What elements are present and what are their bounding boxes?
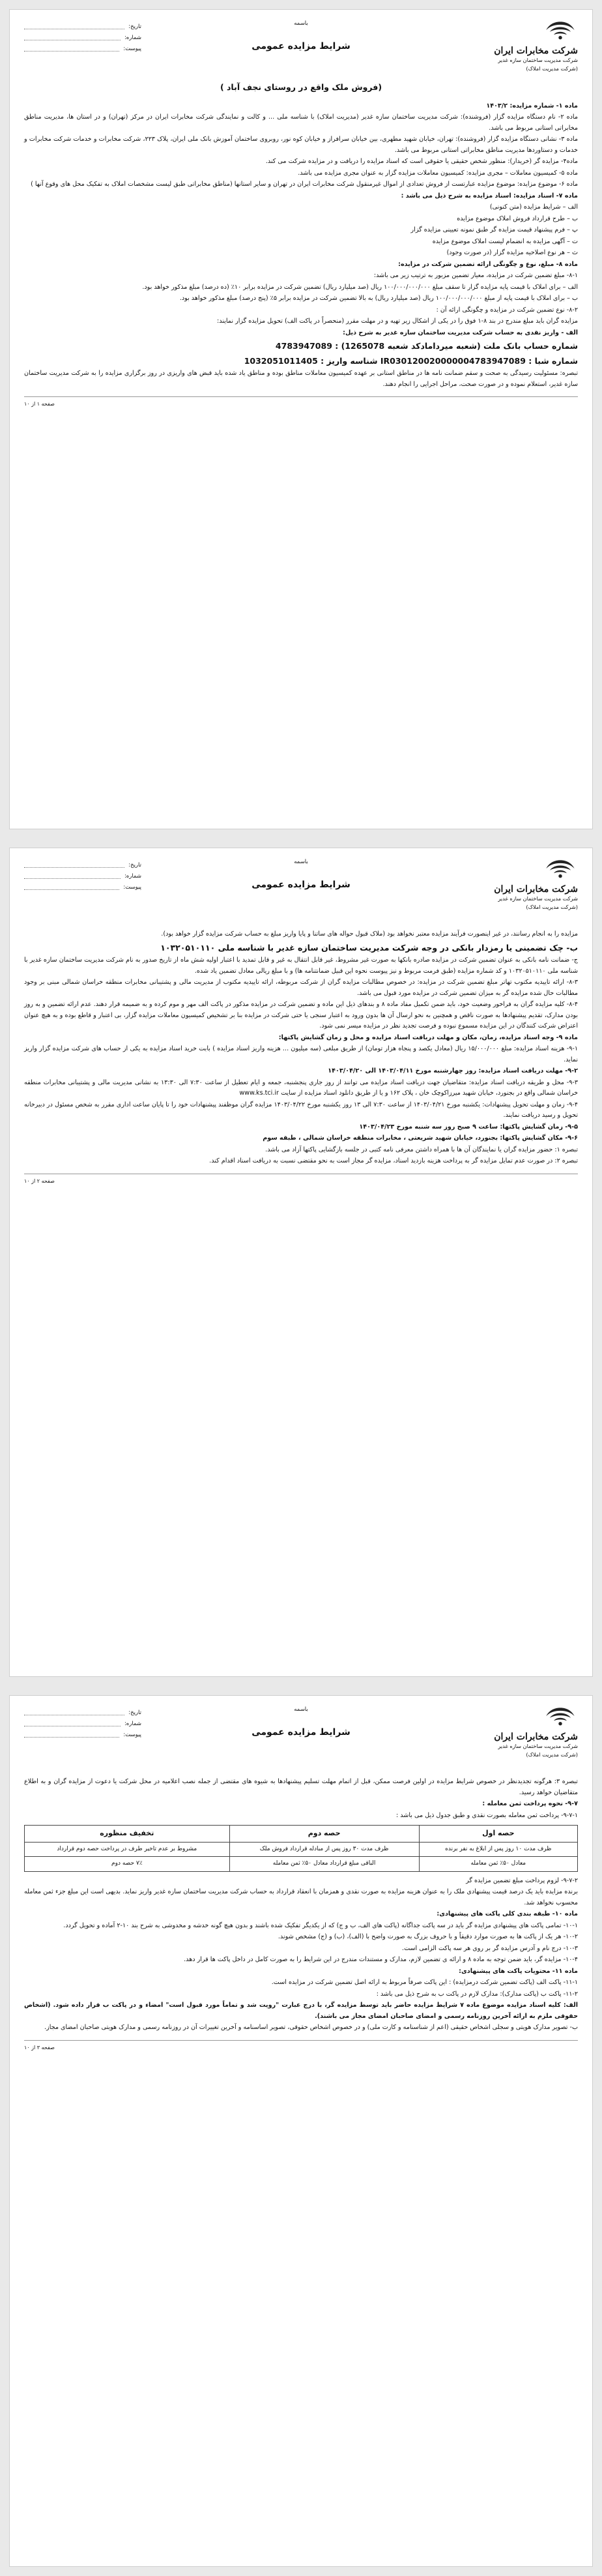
clause: ج- ضمانت نامه بانکی به عنوان تضمین شرکت در مزایده صادره بانکها به صورت غیر مشروط، غیر قابل انتقال به غیر و قابل تمدید با اعتبار اولیه شش ماه از تاریخ صدور به نام شرکت مدیریت ساختمان سازه غدیر با شناسه ملی ۱۰۳۲۰۵۱۰۱۱۰ و کد شماره مزایده (طبق فرمت مربوط و نیز پیوست نحوه این قبیل ضمانتنامه ها) و با مبلغ ریالی معادل تضمین یاد شده. <box>24 956 578 975</box>
clause-item: ب- تصویر مدارک هویتی و سجلی اشخاص حقیقی (اعم از شناسنامه و کارت ملی) و در خصوص اشخاص حقوقی، تصویر اساسنامه و آخرین تغییرات آن در روزنامه رسمی و مدارک هویتی صاحبان امضای مجاز. <box>44 2024 578 2032</box>
clause-item: ۹-۴- زمان و مهلت تحویل پیشنهادات: یکشنبه مورخ ۱۴۰۳/۰۴/۲۱ از ساعت ۷:۳۰ الی ۱۳ روز یکشنبه مورخ ۱۴۰۳/۰۴/۲۲ مزایده گران موظفند پیشنهادات خود را تا پایان ساعت اداری مقرر به شخص مسئول در دبیرخانه تحویل و رسید دریافت نمایند. <box>24 1101 578 1119</box>
document-page-3 <box>9 1695 593 2567</box>
document-page-1 <box>9 9 593 829</box>
clause-item: الف – برای املاک با قیمت پایه مزایده گزار تا سقف مبلغ ۱۰۰/۰۰۰/۰۰۰/۰۰۰ ریال (صد میلیارد ریال) تضمین شرکت در مزایده برابر ۱۰٪ (ده درصد) مبلغ مذکور خواهد بود. <box>142 283 578 291</box>
page-footer: صفحه ۱ از ۱۰ <box>24 401 55 407</box>
clause: ماده ۲- نام دستگاه مزایده گزار (فروشنده): شرکت مدیریت ساختمان سازه غدیر (مدیریت املاک) با شناسه ملی ... و کالت و نمایندگی شرکت مخابرات ایران در مرکز (تهران) و در استان ها، مدیریت مناطق مخابراتی استانی مربوط می باشد. <box>24 113 578 132</box>
table-header-cell: تخفیف منظوره <box>25 1826 230 1843</box>
table-header-row <box>25 1826 578 1843</box>
clause-item: ۸-۲- نوع تضمین شرکت در مزایده و چگونگی ارائه آن : <box>436 306 578 314</box>
letter-meta <box>24 22 141 55</box>
page-header <box>24 857 578 917</box>
clause: ۸-۳- ارائه تاییدیه مکتوب تهاتر مبلغ تضمین شرکت در مزایده: در خصوص مطالبات مزایده گران از شرکت مربوطه، ارائه تاییدیه مکتوب از مدیریت مالی و پشتیبانی مخابرات منطقه خراسان شمالی مبنی بر وجود مطالبات حال شده مزایده گر به میزان تضمین شرکت در مزایده مورد قبول می باشد. <box>24 979 578 997</box>
table-cell: ۷٪ حصه دوم <box>25 1857 230 1871</box>
bismillah: باسمه <box>294 859 308 865</box>
clause-item: ۹-۲- مهلت دریافت اسناد مزایده: روز چهارشنبه مورخ ۱۴۰۳/۰۴/۱۱ الی ۱۴۰۳/۰۴/۲۰ <box>328 1067 578 1074</box>
clause: ۸-۴- کلیه مزایده گران به فراخور وضعیت خود، باید ضمن تکمیل مفاد ماده ۸ و بندهای ذیل این ماده و تضمین شرکت در مزایده مذکور در پاکت الف مهر و موم کرده و به ضمیمه قرار دهند. عدم ارائه تضمین و به روز بودن مدارک، تقدیم پیشنهادها به صورت ناقص و همچنین به نحو ارسال آن ها بدون ورود به اعتبار سنجی یا حتی شرکت در مزایده بنا بر تشخیص کمیسیون معاملات مزایده گزار، بی اعتبار و قاطع بوده و به هیچ عنوان اعتراض شرکت کنندگان در این مزایده مسموع نبوده و فرصت تجدید نظر در مزایده میسر نمی شود. <box>24 1001 578 1029</box>
sheba-line: شماره شبا : IR030120020000004783947089 شناسه واریز : 1032051011405 <box>244 355 578 366</box>
document-page-2 <box>9 848 593 1677</box>
clause-item: ت – آگهی مزایده به انضمام لیست املاک موضوع مزایده <box>432 237 578 245</box>
clause: ۹-۷- نحوه پرداخت ثمن معامله : <box>482 1800 578 1807</box>
logo-subtitle: شرکت مدیریت ساختمان سازه غدیر <box>498 57 578 64</box>
logo-name: شرکت مخابرات ایران <box>494 883 578 895</box>
clause: ماده۴- مزایده گر (خریدار): منظور شخص حقیقی یا حقوقی است که اسناد مزایده را دریافت و در مزایده شرکت می کند. <box>265 158 578 165</box>
clause-item: ب – طرح قرارداد فروش املاک موضوع مزایده <box>457 215 578 222</box>
clause-item: الف: کلیه اسناد مزایده موضوع ماده ۷ شرایط مزایده حاضر باید توسط مزایده گر، با درج عبارت "رویت شد و تماماً مورد قبول است" امضاء و در پاکت ب قرار داده شود. (اشخاص حقوقی ملزم به ارائه آخرین روزنامه رسمی و امضای صاحبان امضای مجاز می باشند). <box>24 2002 579 2020</box>
divider <box>24 396 578 397</box>
clause: ماده ۳- نشانی دستگاه مزایده گزار (فروشنده): تهران، خیابان شهید مطهری، بین خیابان سرافراز و خیابان کوه نور، روبروی ساختمان آموزش بانک ملی ایران، پلاک ۲۲۳، شرکت مخابرات و خدمات شرکت مخابرات و خدمات و دستاوردها مدیریت مناطق مخابراتی استانی مربوط می باشد. <box>24 136 578 154</box>
clause-item: مزایده گران باید مبلغ مندرج در بند ۸-۱ فوق را در یکی از اشکال زیر تهیه و در مهلت مقرر (منحصراً در پاکت الف) تحویل مزایده گزار نمایند: <box>217 318 578 325</box>
logo-subtitle: (شرکت مدیریت املاک) <box>526 903 578 910</box>
letter-meta <box>24 1708 141 1741</box>
note: تبصره ۳: هرگونه تجدیدنظر در خصوص شرایط مزایده در اولین فرصت ممکن، قبل از اتمام مهلت تسلیم پیشنهادها به شیوه های مقتضی از جمله نصب اعلامیه در محل شرکت یا دعوت از مزایده گران و به اطلاع متقاضیان خواهد رسید. <box>24 1778 578 1796</box>
clause-item: ۱۰-۳- درج نام و آدرس مزایده گر بر روی هر سه پاکت الزامی است. <box>402 1944 578 1952</box>
clause-item: پ – فرم پیشنهاد قیمت مزایده گر طبق نمونه تعیینی مزایده گزار <box>410 226 578 233</box>
clause: ماده ۱۱- محتویات پاکت های پیشنهادی: <box>459 1967 578 1975</box>
table-header-cell: حصه دوم <box>229 1826 419 1843</box>
note: تبصره ۲: در صورت عدم تمایل مزایده گر به پرداخت هزینه بازدید اسناد، مزایده گر مجاز است به نحو مقتضی نسبت به دریافت اسناد اقدام کند. <box>209 1157 578 1164</box>
date-field: تاریخ: <box>24 22 141 33</box>
page-title: شرایط مزایده عمومی <box>251 41 351 52</box>
clause: ماده ۹- وجه اسناد مزایده، زمان، مکان و مهلت دریافت اسناد مزایده و محل و زمان گشایش پاکتها: <box>278 1033 578 1041</box>
bismillah: باسمه <box>294 20 308 27</box>
attachment-field: پیوست: <box>24 882 141 893</box>
number-field: شماره: <box>24 33 141 44</box>
clause-item: الف – شرایط مزایده (متن کنونی) <box>489 203 578 211</box>
clause: ماده ۱۰- طبقه بندی کلی پاکت های پیشنهادی: <box>437 1910 578 1918</box>
clause: ماده ۵- کمیسیون معاملات – مجری مزایده: کمیسیون معاملات مزایده گزار به عنوان مجری مزایده می باشد. <box>298 169 578 177</box>
divider <box>24 2040 578 2041</box>
clause-item: ۹-۷-۱- پرداخت ثمن معامله بصورت نقدی و طبق جدول ذیل می باشد : <box>395 1811 578 1819</box>
table-cell: الباقی مبلغ قرارداد معادل ۵۰٪ ثمن معامله <box>229 1857 419 1871</box>
table-cell: معادل ۵۰٪ ثمن معامله <box>419 1857 577 1871</box>
date-field: تاریخ: <box>24 860 141 871</box>
bismillah: باسمه <box>294 1706 308 1713</box>
clause-item: ۱۰-۱- تمامی پاکت های پیشنهادی مزایده گر باید در سه پاکت جداگانه (پاکت های الف، ب و ج) که از یکدیگر تفکیک شده باشند و بدون هیچ گونه خدشه و مخدوشی به شرح بند ۱۰-۲ آماده و تحویل گردد. <box>63 1921 578 1929</box>
page-title: شرایط مزایده عمومی <box>251 880 351 890</box>
letter-meta <box>24 860 141 893</box>
document-subtitle: (فروش ملک واقع در روستای نجف آباد ) <box>220 82 382 92</box>
clause-item: ب – برای املاک با قیمت پایه از مبلغ ۱۰۰/۰۰۰/۰۰۰/۰۰۰ ریال (صد میلیارد ریال) به بالا تضمین شرکت در مزایده برابر ۵٪ (پنج درصد) مبلغ مذکور خواهد بود. <box>179 295 578 302</box>
page-header <box>24 19 578 79</box>
clause-item: ۹-۵- زمان گشایش پاکتها: ساعت ۹ صبح روز سه شنبه مورخ ۱۴۰۳/۰۴/۲۳ <box>359 1123 578 1131</box>
table-cell: مشروط بر عدم تاخیر طرف در پرداخت حصه دوم قرارداد <box>25 1842 230 1856</box>
logo-subtitle: (شرکت مدیریت املاک) <box>526 1751 578 1758</box>
logo-name: شرکت مخابرات ایران <box>494 1731 578 1742</box>
clause-item: ۹-۳- محل و طریقه دریافت اسناد مزایده: متقاضیان جهت دریافت اسناد مزایده می توانند از روز جاری پنجشنبه، جمعه و ایام تعطیل از ساعت ۷:۳۰ الی ۱۳:۳۰ به نشانی مدیریت مالی و پشتیبانی مخابرات منطقه خراسان شمالی واقع در بجنورد، خیابان شهید میرزاکوچک خان ، پلاک ۱۶۲ و یا از طریق دانلود اسناد مزایده از سایت www.ks.tci.ir <box>24 1078 578 1097</box>
clause-item: ۹-۶- مکان گشایش پاکتها: بجنورد، خیابان شهید شریعتی ، مخابرات منطقه خراسان شمالی ، طبقه سوم <box>263 1134 578 1142</box>
number-field: شماره: <box>24 871 141 882</box>
page-title: شرایط مزایده عمومی <box>251 1727 351 1738</box>
clause: مزایده را به انجام رسانند، در غیر اینصورت فرآیند مزایده معتبر نخواهد بود (ملاک قبول حواله های ساتنا و پایا واریز مبلغ به حساب شرکت مزایده گزار خواهد بود). <box>161 930 578 938</box>
table-row <box>25 1857 578 1871</box>
logo-subtitle: (شرکت مدیریت املاک) <box>526 65 578 72</box>
table-cell: ظرف مدت ۳۰ روز پس از مبادله قرارداد فروش ملک <box>229 1842 419 1856</box>
page-header <box>24 1705 578 1765</box>
attachment-field: پیوست: <box>24 1730 141 1741</box>
logo-name: شرکت مخابرات ایران <box>494 45 578 56</box>
logo-subtitle: شرکت مدیریت ساختمان سازه غدیر <box>498 895 578 902</box>
clause-item: ۱۱-۲- پاکت ب (پاکت مدارک): مدارک لازم در پاکت ب به شرح ذیل می باشد : <box>376 1990 578 1998</box>
note: تبصره ۱: حضور مزایده گران یا نمایندگان آن ها با همراه داشتن معرفی نامه کتبی در جلسه بازگشایی پاکتها آزاد می باشد. <box>265 1146 578 1153</box>
page-footer: صفحه ۲ از ۱۰ <box>24 1177 55 1184</box>
clause: ماده ۶- موضوع مزایده: موضوع مزایده عبارتست از فروش تعدادی از اموال غیرمنقول شرکت مخابرات ایران در تهران و سایر استانها (مناطق مخابراتی طبق لیست مشخصات املاک به تفکیک محل های وقوع آنها ) <box>31 181 578 188</box>
clause-item: ۹-۷-۲- لزوم پرداخت مبلغ تضمین مزایده گر <box>466 1876 578 1884</box>
clause-item: ۱۰-۲- هر یک از پاکت ها به صورت موارد دقیقاً و با حروف بزرگ به صورت واضح با (الف)، (ب) و (ج) مشخص شوند. <box>278 1933 578 1941</box>
page-footer: صفحه ۳ از ۱۰ <box>24 2044 55 2050</box>
payment-table <box>24 1825 578 1872</box>
table-header-cell: حصه اول <box>419 1826 577 1843</box>
clause-item: ۸-۱- مبلغ تضمین شرکت در مزایده، معیار تضمین مزبور به ترتیب زیر می باشد: <box>373 272 578 279</box>
logo-subtitle: شرکت مدیریت ساختمان سازه غدیر <box>498 1743 578 1750</box>
clause-item: ۱۱-۱- پاکت الف (پاکت تضمین شرکت درمزایده) : این پاکت صرفاً مربوط به ارائه اصل تضمین شرکت در مزایده است. <box>271 1979 578 1987</box>
clause: ماده ۸- مبلغ، نوع و چگونگی ارائه تضمین شرکت در مزایده: <box>398 260 578 268</box>
note: تبصره: مسئولیت رسیدگی به صحت و سقم ضمانت نامه ها در مناطق استانی بر عهده کمیسیون معاملات مناطق بوده و مناطق یاد شده باید قبض های واریزی در روز برگزاری مزایده را به شرکت مدیریت ساختمان سازه غدیر، استعلام نموده و در صورت صحت، مراحل اجرایی را انجام دهند. <box>24 370 578 388</box>
clause-item: الف - واریز نقدی به حساب شرکت مدیریت ساختمان سازه غدیر به شرح ذیل: <box>343 329 578 336</box>
clause-item: ۹-۱- هزینه اسناد مزایده: مبلغ ۱۵/۰۰۰/۰۰۰ ریال (معادل یکصد و پنجاه هزار تومان) از طریق مبلغی (سه میلیون ... هزینه واریز اسناد مزایده ) بابت خرید اسناد مزایده به یکی از حساب های شرکت مزایده گزار واریز نماید. <box>24 1045 578 1063</box>
clause-item: ۱۰-۴- مزایده گر، باید ضمن توجه به ماده ۸ و ارائه ی تضمین لازم، مدارک و مستندات مندرج در این شرایط را به صورت کامل در داخل پاکت ها قرار دهد. <box>184 1956 578 1964</box>
bank-account-line: شماره حساب بانک ملت (شعبه میردامادکد شعبه 1265078) : 4783947089 <box>275 341 578 351</box>
clause-item: برنده مزایده باید یک درصد قیمت پیشنهادی ملک را به عنوان هزینه مزایده به صورت نقدی و همزمان با انعقاد قرارداد به حساب شرکت مدیریت ساختمان سازه غدیر واریز نماید. بدیهی است این مبلغ جزء ثمن معامله محسوب نخواهد شد. <box>24 1888 578 1906</box>
date-field: تاریخ: <box>24 1708 141 1719</box>
table-row <box>25 1842 578 1856</box>
clause: ب- چک تضمینی یا رمزدار بانکی در وجه شرکت مدیریت ساختمان سازه غدیر با شناسه ملی ۱۰۳۲۰۵۱۰۱۱۰ <box>160 942 578 953</box>
attachment-field: پیوست: <box>24 44 141 55</box>
number-field: شماره: <box>24 1719 141 1730</box>
table-cell: ظرف مدت ۱۰ روز پس از ابلاغ به نفر برنده <box>419 1842 577 1856</box>
clause: ماده ۱- شماره مزایده: ۱۴۰۳/۲ <box>486 102 578 110</box>
clause-item: ث – هر نوع اصلاحیه مزایده گزار (در صورت وجود) <box>446 249 578 256</box>
clause: ماده ۷- اسناد مزایده: اسناد مزایده به شرح ذیل می باشد : <box>401 192 578 200</box>
